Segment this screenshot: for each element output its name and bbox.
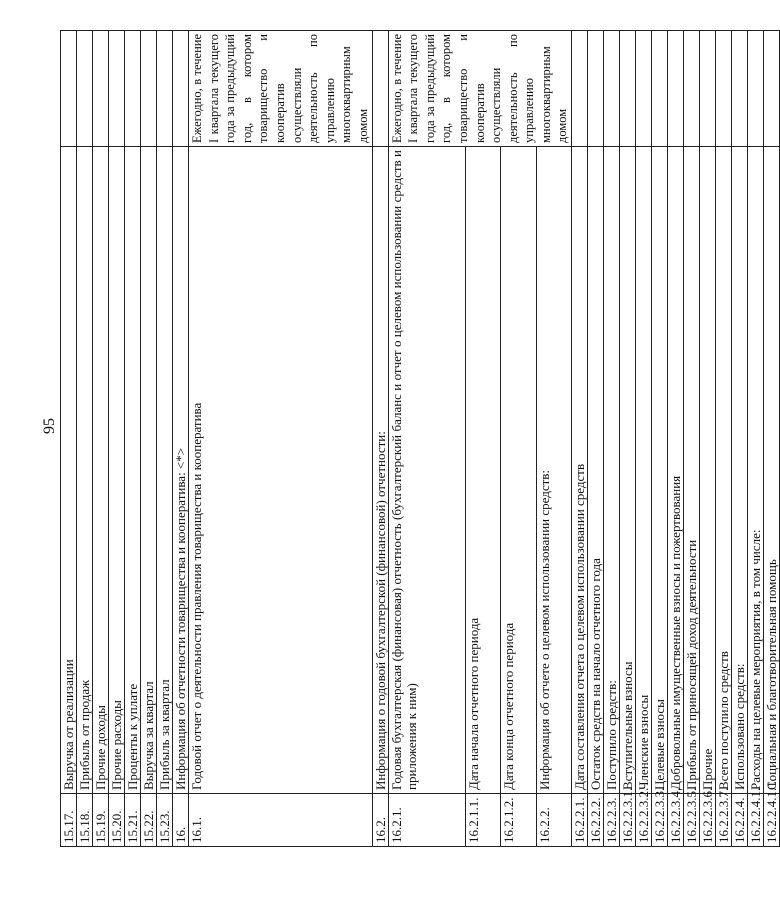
table-row xyxy=(501,31,536,847)
row-number: 15.21. xyxy=(125,794,141,847)
row-frequency xyxy=(668,31,684,147)
row-text: Расходы на целевые мероприятия, в том числе: xyxy=(748,147,764,794)
row-text: Выручка за квартал xyxy=(141,147,157,794)
row-text: Прочие расходы xyxy=(109,147,125,794)
row-frequency xyxy=(572,31,588,147)
data-table xyxy=(60,30,780,847)
row-number: 16.2.2.4. xyxy=(732,794,748,847)
row-text: Поступило средств: xyxy=(604,147,620,794)
row-frequency xyxy=(77,31,93,147)
row-text: Годовая бухгалтерская (финансовая) отчетность (бухгалтерский баланс и отчет о целевом использовании средств и приложения к ним) xyxy=(388,147,465,794)
row-number: 16.2. xyxy=(372,794,388,847)
row-frequency xyxy=(109,31,125,147)
row-number: 16.2.2.3.5. xyxy=(684,794,700,847)
row-number: 15.17. xyxy=(61,794,77,847)
row-number: 16.2.2.3.3. xyxy=(652,794,668,847)
row-number: 16.2.2.1. xyxy=(572,794,588,847)
table-row xyxy=(61,31,77,847)
row-number: 16.2.1.1. xyxy=(465,794,500,847)
document-page xyxy=(60,34,780,847)
row-number: 16.2.2.4.1.1. xyxy=(764,794,780,847)
row-number: 16.1. xyxy=(189,794,373,847)
row-number: 16.2.2. xyxy=(536,794,571,847)
row-number: 16.2.2.2. xyxy=(588,794,604,847)
row-frequency xyxy=(620,31,636,147)
row-number: 15.18. xyxy=(77,794,93,847)
table-row xyxy=(684,31,700,847)
row-number: 16.2.2.3.7. xyxy=(716,794,732,847)
row-frequency xyxy=(173,31,189,147)
row-text: Вступительные взносы xyxy=(620,147,636,794)
row-frequency xyxy=(652,31,668,147)
table-row xyxy=(465,31,500,847)
table-row xyxy=(620,31,636,847)
table-row xyxy=(636,31,652,847)
table-row xyxy=(77,31,93,847)
row-frequency xyxy=(61,31,77,147)
row-text: Выручка от реализации xyxy=(61,147,77,794)
row-frequency xyxy=(732,31,748,147)
row-number: 15.23. xyxy=(157,794,173,847)
row-text: Годовой отчет о деятельности правления товарищества и кооператива xyxy=(189,147,373,794)
row-text: Информация о годовой бухгалтерской (финансовой) отчетности: xyxy=(372,147,388,794)
row-text: Дата начала отчетного периода xyxy=(465,147,500,794)
table-row xyxy=(536,31,571,847)
row-frequency xyxy=(141,31,157,147)
row-text: Прибыль от продаж xyxy=(77,147,93,794)
row-text: Остаток средств на начало отчетного года xyxy=(588,147,604,794)
table-row xyxy=(372,31,388,847)
row-text: Социальная и благотворительная помощь xyxy=(764,147,780,794)
table-row xyxy=(125,31,141,847)
row-text: Дата конца отчетного периода xyxy=(501,147,536,794)
row-number: 16.2.2.3.6. xyxy=(700,794,716,847)
row-text: Использовано средств: xyxy=(732,147,748,794)
table-row xyxy=(668,31,684,847)
row-text: Целевые взносы xyxy=(652,147,668,794)
row-text: Прибыль за квартал xyxy=(157,147,173,794)
row-frequency: Ежегодно, в течение I квартала текущего года за предыдущий год, в котором товарищество и кооператив осуществляли деятельность по управлению многоквартирным домом xyxy=(388,31,572,147)
row-text: Прибыль от приносящей доход деятельности xyxy=(684,147,700,794)
table-row xyxy=(604,31,620,847)
row-text: Всего поступило средств xyxy=(716,147,732,794)
table-row xyxy=(157,31,173,847)
table-row xyxy=(764,31,780,847)
page-number: 95 xyxy=(41,418,58,434)
row-text: Членские взносы xyxy=(636,147,652,794)
table-row xyxy=(732,31,748,847)
table-row xyxy=(652,31,668,847)
row-frequency xyxy=(93,31,109,147)
table-row xyxy=(588,31,604,847)
row-frequency xyxy=(716,31,732,147)
row-frequency xyxy=(748,31,764,147)
row-number: 16.2.1.2. xyxy=(501,794,536,847)
row-frequency xyxy=(372,31,388,147)
row-text: Прочие доходы xyxy=(93,147,109,794)
row-number: 15.19. xyxy=(93,794,109,847)
row-frequency xyxy=(588,31,604,147)
row-number: 16.2.1. xyxy=(388,794,465,847)
row-number: 15.20. xyxy=(109,794,125,847)
table-row xyxy=(572,31,588,847)
row-text: Дата составления отчета о целевом использовании средств xyxy=(572,147,588,794)
table-row xyxy=(700,31,716,847)
row-frequency xyxy=(636,31,652,147)
row-number: 16.2.2.3.2. xyxy=(636,794,652,847)
table-row xyxy=(716,31,732,847)
row-number: 16.2.2.4.1. xyxy=(748,794,764,847)
row-number: 15.22. xyxy=(141,794,157,847)
row-text: Информация об отчете о целевом использовании средств: xyxy=(536,147,571,794)
row-number: 16.2.2.3.4. xyxy=(668,794,684,847)
table-row xyxy=(109,31,125,847)
row-number: 16.2.2.3. xyxy=(604,794,620,847)
table-row xyxy=(141,31,157,847)
row-number: 16.2.2.3.1. xyxy=(620,794,636,847)
row-frequency xyxy=(125,31,141,147)
row-frequency xyxy=(604,31,620,147)
row-frequency xyxy=(700,31,716,147)
row-text: Информация об отчетности товарищества и кооператива: <*> xyxy=(173,147,189,794)
row-frequency xyxy=(684,31,700,147)
table-row xyxy=(748,31,764,847)
row-text: Проценты к уплате xyxy=(125,147,141,794)
row-text: Прочие xyxy=(700,147,716,794)
row-text: Добровольные имущественные взносы и пожертвования xyxy=(668,147,684,794)
row-frequency: Ежегодно, в течение I квартала текущего года за предыдущий год, в котором товарищество и кооператив осуществляли деятельность по управлению многоквартирным домом xyxy=(189,31,373,147)
row-frequency xyxy=(157,31,173,147)
row-number: 16. xyxy=(173,794,189,847)
table-row xyxy=(388,31,465,847)
table-row xyxy=(173,31,189,847)
table-row xyxy=(93,31,109,847)
table-row xyxy=(189,31,373,847)
row-frequency xyxy=(764,31,780,147)
